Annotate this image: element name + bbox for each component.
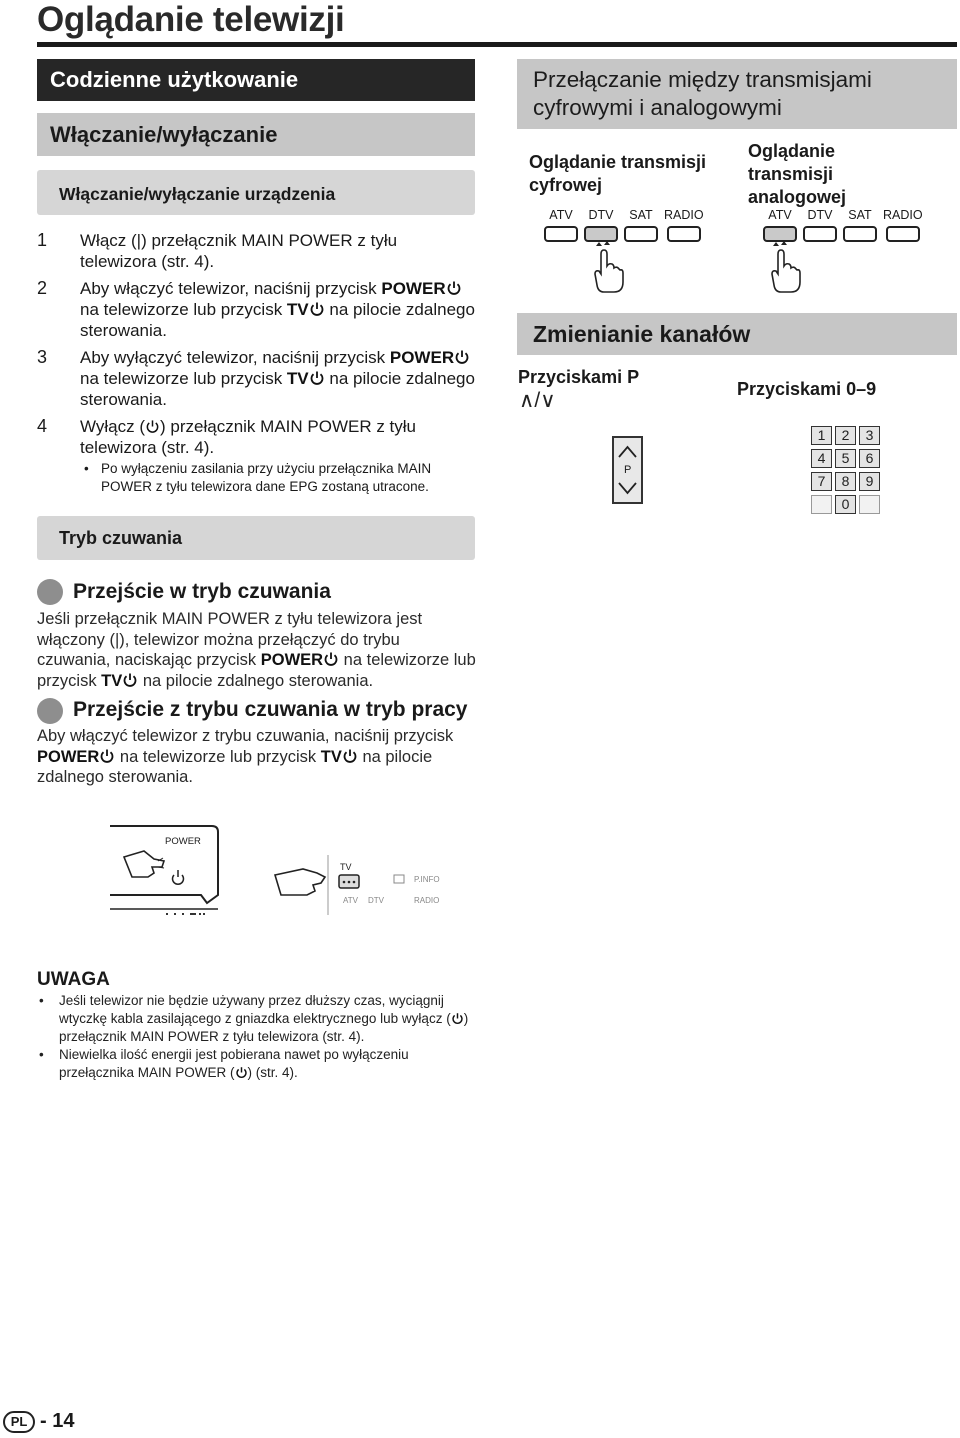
step-number: 4 — [37, 416, 48, 436]
remote-power-illustration — [273, 855, 453, 915]
standby-exit-title: Przejście z trybu czuwania w tryb pracy — [73, 698, 468, 721]
source-sat[interactable] — [843, 207, 877, 242]
by-p-label: Przyciskami P — [518, 367, 640, 387]
pointing-hand-icon — [590, 242, 626, 294]
source-radio[interactable] — [883, 207, 923, 242]
step-4-note: • Po wyłączeniu zasilania przy użyciu przełącznika MAIN POWER z tyłu telewizora dane EPG zostaną utracone. — [80, 460, 477, 496]
language-badge: PL — [3, 1411, 35, 1433]
key-2[interactable]: 2 — [835, 426, 856, 445]
step-text-mid: na telewizorze lub przycisk — [80, 300, 287, 319]
by-number-label: Przyciskami 0–9 — [737, 379, 877, 399]
power-button-label: POWER — [381, 279, 446, 298]
dtv-button[interactable] — [584, 226, 618, 242]
standby-enter-section — [37, 579, 477, 691]
power-icon — [145, 419, 160, 434]
tv-power-illustration — [110, 825, 225, 920]
btn-label: DTV — [807, 208, 833, 222]
step-4 — [37, 416, 477, 496]
bullet-dot-icon — [37, 579, 63, 605]
standby-enter-text — [37, 609, 477, 691]
text-mid: na telewizorze lub przycisk — [37, 651, 476, 690]
sat-button[interactable] — [843, 226, 877, 242]
note-title: UWAGA — [37, 969, 110, 990]
note-item — [37, 1046, 482, 1082]
text-pre: Jeśli przełącznik MAIN POWER z tyłu telewizora jest włączony (|), telewizor można przełączyć do trybu czuwania, naciskając przycisk — [37, 610, 423, 669]
step-text-pre: Aby wyłączyć telewizor, naciśnij przycisk — [80, 348, 390, 367]
bullet-dot-icon — [37, 698, 63, 724]
standby-exit-text — [37, 726, 477, 788]
btn-label: RADIO — [883, 208, 923, 222]
source-atv[interactable] — [763, 207, 797, 242]
source-dtv[interactable] — [803, 207, 837, 242]
note-text-post: ) (str. 4). — [247, 1065, 298, 1080]
power-icon — [122, 672, 138, 688]
tv-button-label: TV — [286, 300, 309, 319]
btn-label: ATV — [768, 208, 792, 222]
analog-source-buttons — [763, 207, 929, 242]
btn-label: DTV — [588, 208, 614, 222]
text-pre: Aby włączyć telewizor z trybu czuwania, naciśnij przycisk — [37, 727, 454, 745]
step-number: 2 — [37, 278, 48, 298]
key-6[interactable]: 6 — [859, 449, 880, 468]
power-steps — [37, 230, 477, 502]
number-keypad — [811, 426, 880, 514]
note-text-post: ) przełącznik MAIN POWER z tyłu telewizora (str. 4). — [59, 1011, 469, 1044]
section-header-channels — [517, 313, 957, 355]
subsubsection-header-standby — [37, 516, 475, 560]
digital-source-buttons — [544, 207, 710, 242]
step-text-mid: na telewizorze lub przycisk — [80, 369, 287, 388]
dtv-button[interactable] — [803, 226, 837, 242]
power-button-label: POWER — [260, 651, 324, 669]
key-input-icon[interactable] — [859, 495, 880, 514]
key-1[interactable]: 1 — [811, 426, 832, 445]
power-icon — [451, 1012, 464, 1025]
tv-button-label: TV — [320, 747, 342, 766]
power-icon — [454, 349, 470, 365]
step-number: 3 — [37, 347, 48, 367]
btn-label: RADIO — [664, 208, 704, 222]
step-1 — [37, 230, 477, 272]
key-4[interactable]: 4 — [811, 449, 832, 468]
power-icon — [446, 280, 462, 296]
section-header-daily-use — [37, 59, 475, 101]
title-rule — [37, 42, 957, 47]
remote-pinfo-label: P.INFO — [414, 875, 440, 884]
text-post: na pilocie zdalnego sterowania. — [138, 671, 374, 690]
text-mid: na telewizorze lub przycisk — [115, 747, 321, 766]
subsection-header-on-off — [37, 113, 475, 156]
p-key-label: P — [624, 464, 632, 476]
step-text-post: ) przełącznik MAIN POWER z tyłu telewizora (str. 4). — [80, 417, 417, 457]
remote-atv-label: ATV — [343, 896, 358, 905]
btn-label: SAT — [629, 208, 653, 222]
channels-title: Zmienianie kanałów — [533, 320, 751, 347]
key-back-icon[interactable] — [811, 495, 832, 514]
power-icon — [99, 748, 115, 764]
note-list — [37, 992, 482, 1082]
step-2 — [37, 278, 477, 341]
note-text-pre: Jeśli telewizor nie będzie używany przez dłuższy czas, wyciągnij wtyczkę kabla zasilającego z gniazdka elektrycznego lub wyłącz ( — [59, 993, 451, 1026]
btn-label: ATV — [549, 208, 573, 222]
remote-radio-label: RADIO — [414, 896, 440, 905]
tv-power-label: POWER — [165, 836, 201, 847]
subsection-header-label: Włączanie/wyłączanie — [50, 121, 278, 147]
power-icon — [323, 651, 339, 667]
subsubsection-header-device-power — [37, 170, 475, 215]
step-3 — [37, 347, 477, 410]
radio-button[interactable] — [886, 226, 920, 242]
remote-tv-label: TV — [340, 862, 352, 872]
step-text-post: na pilocie zdalnego sterowania. — [80, 369, 475, 409]
step-number: 1 — [37, 230, 48, 250]
page-title: Oglądanie telewizji — [37, 0, 345, 39]
source-radio[interactable] — [664, 207, 704, 242]
key-7[interactable]: 7 — [811, 472, 832, 491]
tv-button-label: TV — [101, 671, 123, 690]
power-icon — [235, 1066, 248, 1079]
standby-exit-heading — [37, 697, 477, 724]
power-icon — [342, 748, 358, 764]
section-header-digital-analog — [517, 59, 957, 129]
key-3[interactable]: 3 — [859, 426, 880, 445]
tv-button-label: TV — [286, 369, 309, 388]
remote-drawing — [273, 855, 453, 915]
analog-label: Oglądanie transmisji analogowej — [748, 141, 847, 207]
standby-enter-heading — [37, 579, 477, 605]
note-item — [37, 992, 482, 1046]
program-up-down-key[interactable] — [612, 436, 643, 504]
subsubsection-header-label: Włączanie/wyłączanie urządzenia — [59, 184, 336, 204]
atv-button[interactable] — [763, 226, 797, 242]
digital-label: Oglądanie transmisji cyfrowej — [529, 152, 707, 195]
step-text-post: na pilocie zdalnego sterowania. — [80, 300, 475, 340]
note-text-pre: Niewielka ilość energii jest pobierana nawet po wyłączeniu przełącznika MAIN POWER ( — [59, 1047, 409, 1080]
standby-enter-title: Przejście w tryb czuwania — [73, 580, 331, 603]
source-sat[interactable] — [624, 207, 658, 242]
standby-exit-section — [37, 697, 477, 788]
key-0[interactable]: 0 — [835, 495, 856, 514]
key-9[interactable]: 9 — [859, 472, 880, 491]
step-text-pre: Wyłącz ( — [80, 417, 146, 436]
standby-header-label: Tryb czuwania — [59, 527, 183, 548]
digital-analog-title: Przełączanie między transmisjami cyfrowymi i analogowymi — [533, 67, 872, 120]
by-p-symbols: ∧/∨ — [519, 389, 556, 412]
step-text-pre: Aby włączyć telewizor, naciśnij przycisk — [80, 279, 382, 298]
power-icon — [309, 370, 325, 386]
radio-button[interactable] — [667, 226, 701, 242]
section-header-label: Codzienne użytkowanie — [50, 67, 299, 92]
page-number: - 14 — [40, 1410, 75, 1432]
remote-dtv-label: DTV — [368, 896, 384, 905]
pointing-hand-icon — [767, 242, 803, 294]
atv-button[interactable] — [544, 226, 578, 242]
key-8[interactable]: 8 — [835, 472, 856, 491]
source-dtv[interactable] — [584, 207, 618, 242]
source-atv[interactable] — [544, 207, 578, 242]
power-button-label: POWER — [389, 348, 455, 367]
power-button-label: POWER — [37, 747, 100, 766]
step-text: Włącz (|) przełącznik MAIN POWER z tyłu telewizora (str. 4). — [80, 231, 398, 271]
btn-label: SAT — [848, 208, 872, 222]
sat-button[interactable] — [624, 226, 658, 242]
key-5[interactable]: 5 — [835, 449, 856, 468]
power-icon — [309, 301, 325, 317]
text-post: na pilocie zdalnego sterowania. — [37, 747, 433, 786]
